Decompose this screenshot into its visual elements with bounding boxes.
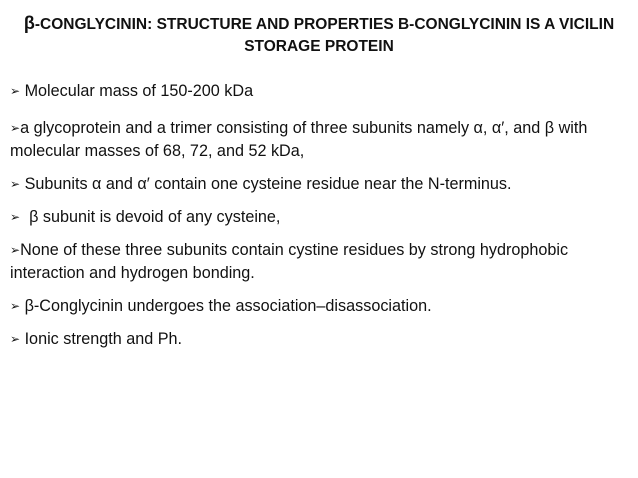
bullet-item <box>10 173 625 196</box>
bullet-text: Ionic strength and Ph. <box>24 330 183 348</box>
bullet-item <box>10 206 625 229</box>
bullet-item <box>10 328 625 351</box>
title-text: -CONGLYCININ: STRUCTURE AND PROPERTIES B-CONGLYCININ IS A VICILIN STORAGE PROTEIN <box>34 16 615 55</box>
bullet-item <box>10 295 625 318</box>
bullet-text: β-Conglycinin undergoes the association–disassociation. <box>24 297 432 315</box>
arrow-bullet-icon: ➢ <box>10 177 21 191</box>
bullet-text: a glycoprotein and a trimer consisting of three subunits namely α, α′, and β with molecular masses of 68, 72, and 52 kDa, <box>10 119 588 160</box>
arrow-bullet-icon: ➢ <box>10 84 21 98</box>
arrow-bullet-icon: ➢ <box>10 243 21 257</box>
bullet-text: β subunit is devoid of any cysteine, <box>29 208 281 226</box>
bullet-text: Molecular mass of 150-200 kDa <box>24 82 254 100</box>
bullet-item <box>10 239 625 285</box>
arrow-bullet-icon: ➢ <box>10 210 21 224</box>
bullet-list <box>10 80 625 351</box>
bullet-text: None of these three subunits contain cystine residues by strong hydrophobic interaction and hydrogen bonding. <box>10 241 569 282</box>
bullet-text: Subunits α and α′ contain one cysteine residue near the N-terminus. <box>24 175 512 193</box>
bullet-item <box>10 80 625 103</box>
bullet-item <box>10 117 625 163</box>
title-beta-symbol: β <box>23 13 35 33</box>
arrow-bullet-icon: ➢ <box>10 299 21 313</box>
arrow-bullet-icon: ➢ <box>10 332 21 346</box>
slide-title <box>16 12 622 58</box>
arrow-bullet-icon: ➢ <box>10 121 21 135</box>
